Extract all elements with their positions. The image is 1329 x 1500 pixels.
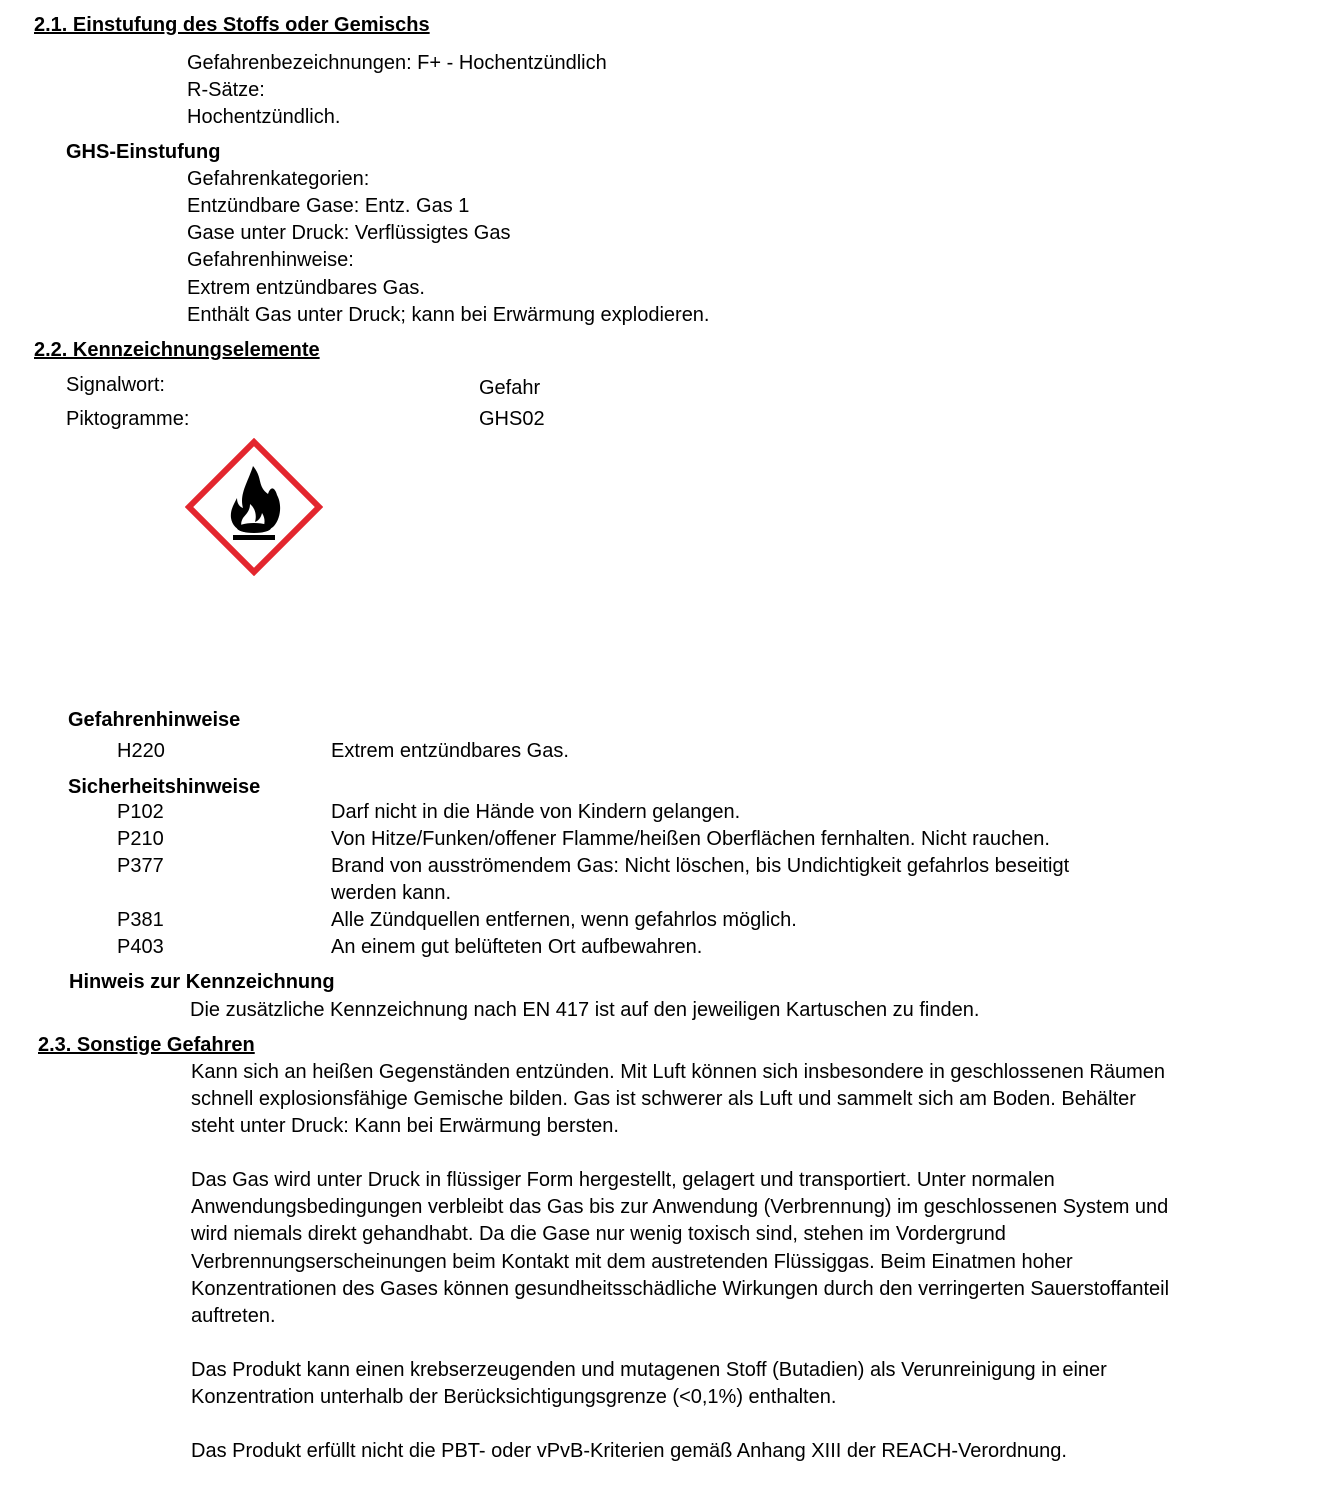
classification-line: R-Sätze: — [187, 79, 265, 101]
precaution-text: Darf nicht in die Hände von Kindern gelangen. — [331, 801, 741, 823]
hazard-text: Extrem entzündbares Gas. — [331, 740, 569, 762]
precaution-code: P381 — [117, 909, 164, 931]
classification-line: Gefahrenbezeichnungen: F+ - Hochentzündlich — [187, 52, 607, 74]
section-2-2-heading: 2.2. Kennzeichnungselemente — [34, 339, 320, 361]
section-2-3-heading: 2.3. Sonstige Gefahren — [38, 1034, 255, 1056]
precaution-code: P210 — [117, 828, 164, 850]
ghs-line: Gefahrenhinweise: — [187, 249, 354, 271]
precaution-code: P102 — [117, 801, 164, 823]
precaution-text: Von Hitze/Funken/offener Flamme/heißen Oberflächen fernhalten. Nicht rauchen. — [331, 828, 1050, 850]
ghs02-pictogram — [185, 438, 323, 576]
ghs-heading: GHS-Einstufung — [66, 141, 221, 163]
signal-word-label: Signalwort: — [66, 374, 165, 396]
labelling-note-text: Die zusätzliche Kennzeichnung nach EN 417 ist auf den jeweiligen Kartuschen zu finden. — [190, 999, 980, 1021]
ghs-line: Gase unter Druck: Verflüssigtes Gas — [187, 222, 511, 244]
classification-line: Hochentzündlich. — [187, 106, 341, 128]
other-hazards-paragraph: Kann sich an heißen Gegenständen entzünden. Mit Luft können sich insbesondere in geschlossenen Räumen schnell explosionsfähige Gemische bilden. Gas ist schwerer als Luft und sammelt sich am Boden. Behälter steht unter Druck: Kann bei Erwärmung bersten. — [191, 1061, 1165, 1138]
ghs-line: Entzündbare Gase: Entz. Gas 1 — [187, 195, 470, 217]
precaution-text: Alle Zündquellen entfernen, wenn gefahrlos möglich. — [331, 909, 797, 931]
precaution-code: P377 — [117, 855, 164, 877]
ghs-line: Extrem entzündbares Gas. — [187, 277, 425, 299]
other-hazards-paragraph: Das Produkt erfüllt nicht die PBT- oder vPvB-Kriterien gemäß Anhang XIII der REACH-Verordnung. — [191, 1440, 1067, 1462]
precautionary-statements-heading: Sicherheitshinweise — [68, 776, 261, 798]
pictogram-code: GHS02 — [479, 408, 545, 430]
precaution-text: Brand von ausströmendem Gas: Nicht löschen, bis Undichtigkeit gefahrlos beseitigt — [331, 855, 1070, 877]
other-hazards-paragraph: Das Gas wird unter Druck in flüssiger Form hergestellt, gelagert und transportiert. Unter normalen Anwendungsbedingungen verbleibt das Gas bis zur Anwendung (Verbrennung) im geschlossenen System und wird niemals direkt gehandhabt. Da die Gase nur wenig toxisch sind, stehen im Vordergrund Verbrennungserscheinungen beim Kontakt mit dem austretenden Flüssiggas. Beim Einatmen hoher Konzentrationen des Gases können gesundheitsschädliche Wirkungen durch den verringerten Sauerstoffanteil auftreten. — [191, 1169, 1170, 1328]
hazard-statements-heading: Gefahrenhinweise — [68, 709, 241, 731]
hazard-code: H220 — [117, 740, 165, 762]
pictogram-label: Piktogramme: — [66, 408, 190, 430]
precaution-text-continued: werden kann. — [331, 882, 452, 904]
ghs-line: Gefahrenkategorien: — [187, 168, 370, 190]
precaution-code: P403 — [117, 936, 164, 958]
precaution-text: An einem gut belüfteten Ort aufbewahren. — [331, 936, 703, 958]
signal-word-value: Gefahr — [479, 377, 541, 399]
ghs-line: Enthält Gas unter Druck; kann bei Erwärmung explodieren. — [187, 304, 710, 326]
section-2-1-heading: 2.1. Einstufung des Stoffs oder Gemischs — [34, 14, 430, 36]
labelling-note-heading: Hinweis zur Kennzeichnung — [69, 971, 335, 993]
other-hazards-paragraph: Das Produkt kann einen krebserzeugenden und mutagenen Stoff (Butadien) als Verunreinigung in einer Konzentration unterhalb der Berücksichtigungsgrenze (<0,1%) enthalten. — [191, 1359, 1107, 1409]
